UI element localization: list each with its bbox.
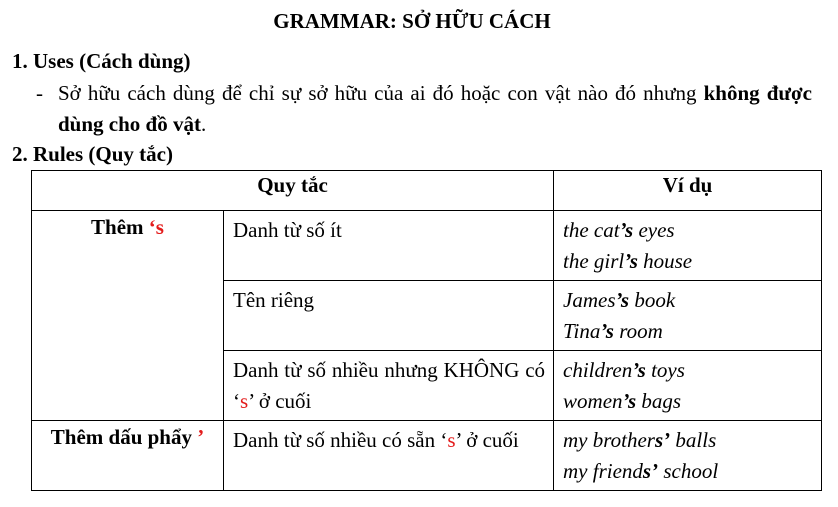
example-object: school [658,459,719,483]
example-object: toys [645,358,685,382]
condition-text: Danh từ số ít [233,218,342,242]
example-cell [554,421,822,491]
condition-text-end: ’ ở cuối [455,428,519,452]
example-suffix: ’s [615,288,630,312]
example-suffix: ’s [619,218,634,242]
rule-label-highlight: ‘s [148,215,164,239]
example-word: Tina [563,319,601,343]
table-row [32,211,822,281]
condition-text-end: ’ ở cuối [248,389,312,413]
example-word: the cat [563,218,620,242]
page-title: GRAMMAR: SỞ HỮU CÁCH [273,9,551,33]
table-row [32,421,822,491]
example-line [563,456,815,487]
example-line [563,316,815,347]
example-line [563,285,815,316]
example-object: house [637,249,693,273]
table-header-row [32,171,822,211]
example-line [563,425,815,456]
example-line [563,355,815,386]
section-heading-rules: 2. Rules (Quy tắc) [12,142,173,166]
condition-letter-s: s [240,389,249,413]
rule-label-text: Thêm dấu phẩy [50,425,198,449]
example-suffix: ’s [600,319,614,343]
condition-cell [224,421,554,491]
example-word: my friend [563,459,643,483]
uses-text-end: . [200,112,207,136]
rule-label-add-apostrophe-s [32,211,224,421]
rule-label-add-apostrophe [32,421,224,491]
example-suffix: ’s [624,249,638,273]
example-word: my brother [563,428,655,452]
uses-description [58,78,812,140]
example-suffix: ’s [622,389,637,413]
bullet-marker: - [36,81,43,105]
header-example: Ví dụ [554,171,822,211]
condition-text: Danh từ số nhiều có sẵn ‘ [233,428,448,452]
example-word: James [563,288,616,312]
condition-text: Danh từ số nhiều nhưng KHÔNG có ‘ [233,358,546,413]
example-cell [554,351,822,421]
example-object: bags [636,389,682,413]
rule-label-text: Thêm [91,215,149,239]
example-object: balls [670,428,717,452]
condition-cell [224,351,554,421]
example-suffix: ’s [632,358,646,382]
example-object: eyes [633,218,675,242]
condition-cell [224,211,554,281]
example-word: the girl [563,249,625,273]
condition-cell [224,281,554,351]
condition-text: Tên riêng [233,288,315,312]
example-word: children [563,358,633,382]
rule-label-highlight: ’ [197,425,205,449]
example-suffix: s’ [654,428,671,452]
example-line [563,246,815,277]
example-cell [554,281,822,351]
example-line [563,386,815,417]
section-heading-uses: 1. Uses (Cách dùng) [12,49,191,73]
uses-text-bold: không được dùng cho đồ vật [58,81,812,136]
example-word: women [563,389,623,413]
condition-letter-s: s [447,428,456,452]
example-object: room [613,319,663,343]
example-object: book [629,288,676,312]
example-cell [554,211,822,281]
rules-table [31,170,822,491]
header-rule: Quy tắc [32,171,554,211]
example-suffix: s’ [642,459,659,483]
example-line [563,215,815,246]
uses-text: Sở hữu cách dùng để chỉ sự sở hữu của ai đó hoặc con vật nào đó nhưng [58,81,704,105]
